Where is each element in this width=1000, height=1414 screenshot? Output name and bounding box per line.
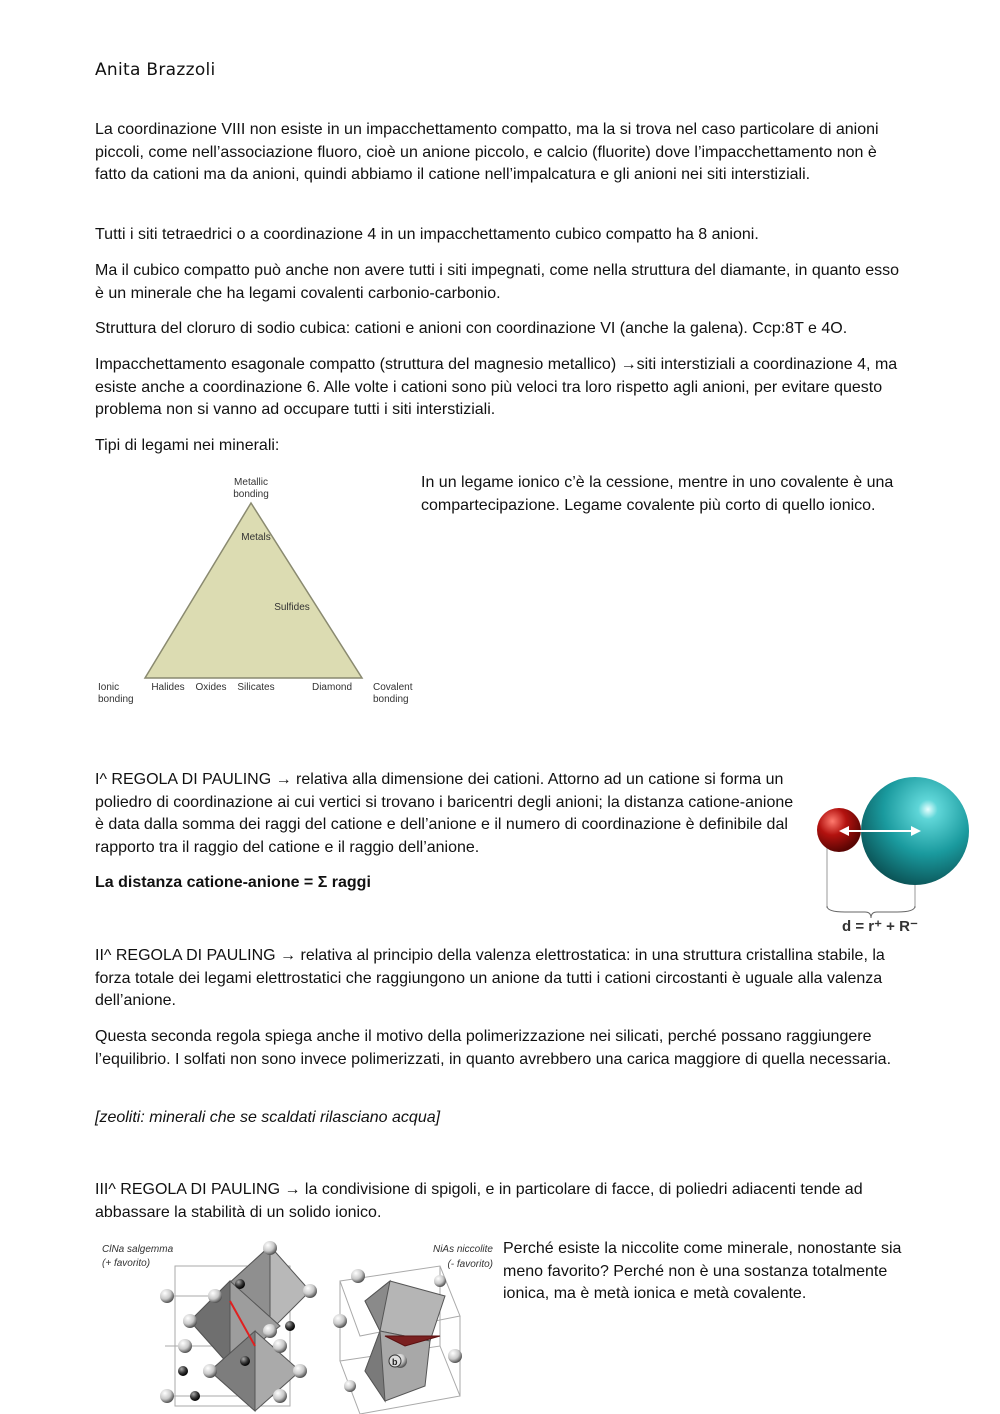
bonding-triangle [145,503,362,678]
triangle-label-metallic-bonding: bonding [233,489,269,500]
crystal-structures-figure [95,1236,500,1414]
triangle-label-ionic: Ionic [98,682,120,693]
crystal-label-clna-favored: (+ favorito) [102,1258,151,1269]
triangle-label-metallic: Metallic [234,477,268,488]
triangle-label-diamond: Diamond [311,682,353,693]
paragraph-pauling-rule-3: III^ REGOLA DI PAULING → la condivisione di spigoli, e in particolare di facce, di poliedri adiacenti tende ad abbassare la stabilità di un solido ionico. [95,1181,863,1221]
paragraph-nacl-structure: Struttura del cloruro di sodio cubica: cationi e anioni con coordinazione VI (anche la galena). Ccp:8T e 4O. [95,320,848,337]
crystal-label-nias: NiAs niccolite [432,1244,493,1255]
triangle-label-covalent-bonding: bonding [373,694,409,705]
paragraph-pauling-rule-2: II^ REGOLA DI PAULING → relativa al principio della valenza elettrostatica: in una struttura cristallina stabile, la forza totale dei legami elettrostatici che raggiungono un anione da tutti i cationi circostanti è uguale alla valenza dell’anione. [95,947,885,1010]
crystal-atom-label: b [392,1357,398,1367]
paragraph-coordination-viii: La coordinazione VIII non esiste in un impacchettamento compatto, ma la si trova nel caso particolare di anioni piccoli, come nell’associazione fluoro, cioè un anione piccolo, e calcio (fluorite) dove l’impacchettamento non è fatto da cationi ma da anioni, quindi abbiamo il catione nell’impalcatura e gli anioni nei siti interstiziali. [95,121,879,184]
distance-formula: d = r⁺ + R⁻ [842,918,918,935]
bonding-triangle-figure [95,470,425,715]
paragraph-diamond-structure: Ma il cubico compatto può anche non avere tutti i siti impegnati, come nella struttura del diamante, in quanto esso è un minerale che ha legami covalenti carbonio-carbonio. [95,262,900,302]
triangle-label-ionic-bonding: bonding [98,694,134,705]
paragraph-bond-types-heading: Tipi di legami nei minerali: [95,437,280,454]
ionic-radius-figure [805,768,980,938]
triangle-label-oxides: Oxides [195,682,227,693]
paragraph-hexagonal-packing: Impacchettamento esagonale compatto (struttura del magnesio metallico) →siti interstiziali a coordinazione 4, ma esiste anche a coordinazione 6. Alle volte i cationi sono più veloci tra loro rispetto agli anioni, per evitare questo problema non si vanno ad occupare tutti i siti interstiziali. [95,356,898,419]
paragraph-ionic-vs-covalent: In un legame ionico c’è la cessione, mentre in uno covalente è una compartecipazione. Legame covalente più corto di quello ionico. [421,474,894,514]
crystal-label-clna: ClNa salgemma [102,1244,174,1255]
triangle-label-covalent: Covalent [373,682,413,693]
paragraph-silicates-polymerization: Questa seconda regola spiega anche il motivo della polimerizzazione nei silicati, perché possano raggiungere l’equilibrio. I solfati non sono invece polimerizzati, in quanto avrebbero una carica maggiore di quella necessaria. [95,1028,892,1068]
triangle-label-sulfides: Sulfides [274,602,310,613]
paragraph-pauling-rule-1: I^ REGOLA DI PAULING → relativa alla dimensione dei cationi. Attorno ad un catione si forma un poliedro di coordinazione ai cui vertici si trovano i baricentri degli anioni; la distanza catione-anione è data dalla somma dei raggi del catione e dell’anione e il numero di coordinazione è definibile dal rapporto tra il raggio del catione e il raggio dell’anione. [95,771,794,856]
paragraph-tetrahedral-sites: Tutti i siti tetraedrici o a coordinazione 4 in un impacchettamento cubico compatto ha 8 anioni. [95,226,759,243]
paragraph-zeolites-note: [zeoliti: minerali che se scaldati rilasciano acqua] [95,1109,441,1126]
triangle-label-halides: Halides [151,682,185,693]
nias-structure [333,1266,462,1414]
paragraph-niccolite-question: Perché esiste la niccolite come minerale, nonostante sia meno favorito? Perché non è una sostanza totalmente ionica, ma è metà ionica e metà covalente. [503,1240,902,1303]
distance-brace [827,906,915,918]
crystal-label-nias-favored: (- favorito) [447,1259,493,1270]
paragraph-distance-sum-radii: La distanza catione-anione = Σ raggi [95,874,371,891]
triangle-label-silicates: Silicates [237,682,275,693]
nacl-structure [160,1241,317,1411]
triangle-label-metals: Metals [241,532,271,543]
author-name: Anita Brazzoli [95,60,216,80]
